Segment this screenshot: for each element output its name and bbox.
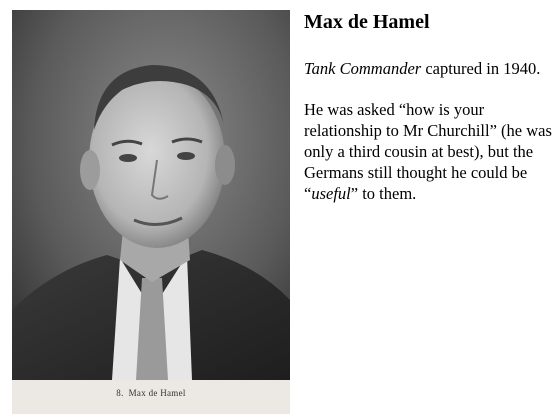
paragraph-2 <box>304 99 554 204</box>
paragraph-1-italic: Tank Commander <box>304 59 422 78</box>
slide-title: Max de Hamel <box>304 11 430 33</box>
paragraph-2-text-a: He was asked “how is your relationship to Mr Churchill” (he was only a third cousin at best), but the Germans still thought he could be “ <box>304 100 552 203</box>
caption-number: 8. <box>116 388 124 398</box>
portrait-photo <box>12 10 290 380</box>
paragraph-1-text: captured in 1940. <box>421 59 541 78</box>
text-column <box>304 10 554 224</box>
photo-caption <box>12 388 290 398</box>
paragraph-2-italic: useful <box>311 184 351 203</box>
portrait-card <box>12 10 290 414</box>
paragraph-1 <box>304 58 554 79</box>
paragraph-2-text-b: ” to them. <box>350 184 417 203</box>
caption-text: Max de Hamel <box>128 388 186 398</box>
